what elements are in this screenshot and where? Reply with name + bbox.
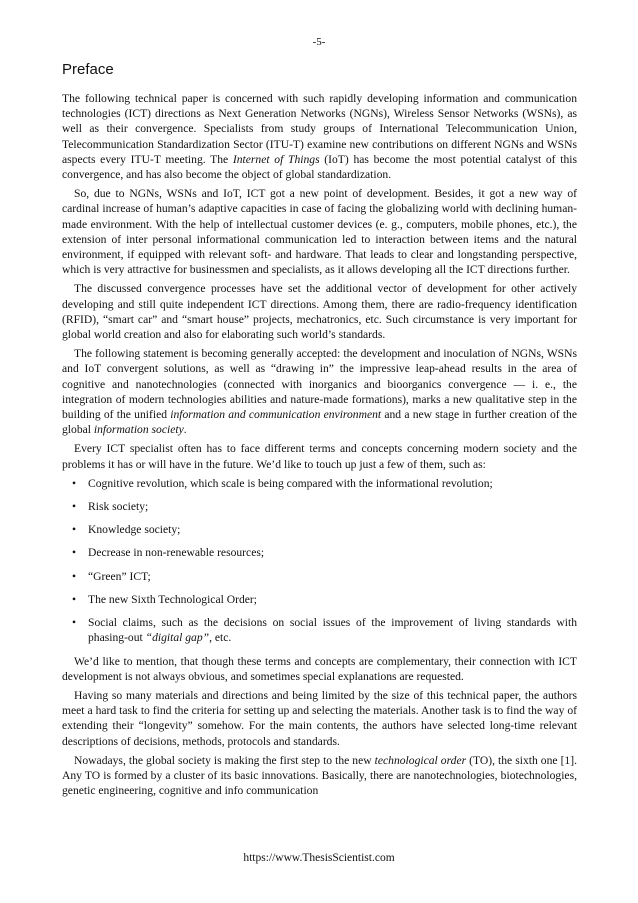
list-item: • Cognitive revolution, which scale is being compared with the informational revolution; xyxy=(72,476,493,490)
list-item: • Decrease in non-renewable resources; xyxy=(72,546,265,560)
list-item: • Social claims, such as the decisions on social issues of the improvement of living standards with phasing-out “digital gap”, etc. xyxy=(72,616,577,645)
list-item: • Knowledge society; xyxy=(72,523,181,537)
emphasis: technological order xyxy=(374,753,467,767)
paragraph-4: The following statement is becoming generally accepted: the development and inoculation of NGNs, WSNs and IoT convergent solutions, as well as “drawing in” the impressive leap-ahead results in the area of cognitive and nanotechnologies (connected with inorganics and bioorganics convergence — i. e., the integration of modern technologies abilities and nature-made formations), marks a new qualitative step in the building of the unified information and communication environment and a new stage in further creation of the global information society. xyxy=(62,347,578,437)
bullet-icon: • xyxy=(72,476,77,490)
list-item: • “Green” ICT; xyxy=(72,569,151,583)
paragraph-1: The following technical paper is concerned with such rapidly developing information and communication technologies (ICT) directions as Next Generation Networks (NGNs), Wireless Sensor Networks (WSNs), as well as their convergence. Specialists from study groups of International Telecommunication Union, Telecommunication Standardization Sector (ITU-T) examine new contributions on different NGNs and WSNs aspects every ITU-T meeting. The Internet of Things (IoT) has become the most potential catalyst of this convergence, and has also become the object of global standardization. xyxy=(62,92,577,182)
section-heading: Preface xyxy=(62,61,114,78)
bullet-icon: • xyxy=(72,592,77,606)
list-item: • Risk society; xyxy=(72,500,149,514)
page-number: -5- xyxy=(312,36,326,48)
paragraph-6: We’d like to mention, that though these terms and concepts are complementary, their connection with ICT development is not always obvious, and sometimes special explanations are requested. xyxy=(62,654,577,683)
bullet-list xyxy=(62,476,577,646)
bullet-icon: • xyxy=(72,546,77,560)
list-item: • The new Sixth Technological Order; xyxy=(72,592,257,606)
emphasis: “digital gap” xyxy=(145,631,210,645)
bullet-icon: • xyxy=(72,500,77,514)
paragraph-5: Every ICT specialist often has to face different terms and concepts concerning modern society and the problems it has or will have in the future. We’d like to touch up just a few of them, such as: xyxy=(62,442,577,471)
bullet-icon: • xyxy=(72,569,77,583)
bullet-icon: • xyxy=(72,616,77,630)
emphasis: information and communication environment xyxy=(170,408,382,422)
paragraph-2: So, due to NGNs, WSNs and IoT, ICT got a new point of development. Besides, it got a new way of cardinal increase of human’s adaptive capacities in case of facing the globalizing world with declining human-made environment. With the help of intellectual customer devices (e. g., computers, mobile phones, etc.), the extension of inter personal informational communication led to interaction between items and the natural environment, if equipped with relevant soft- and hardware. That leads to clear and longstanding perspective, which is very attractive for businessmen and specialists, as it allows developing all the ICT directions further. xyxy=(62,187,577,277)
emphasis: Internet of Things xyxy=(232,152,320,166)
paragraph-7: Having so many materials and directions and being limited by the size of this technical paper, the authors meet a hard task to find the criteria for setting up and selecting the materials. Another task is to find the way of extending their “longevity” somehow. For the main contents, the authors have selected long-time relevant descriptions of decisions, methods, protocols and standards. xyxy=(62,688,577,748)
emphasis: information society xyxy=(93,423,184,437)
bullet-icon: • xyxy=(72,523,77,537)
document-body xyxy=(62,91,577,802)
footer-url: https://www.ThesisScientist.com xyxy=(243,852,395,864)
paragraph-8: Nowadays, the global society is making the first step to the new technological order (TO), the sixth one [1]. Any TO is formed by a cluster of its basic innovations. Basically, there are nanotechnologies, biotechnologies, genetic engineering, cognitive and info communication xyxy=(62,753,577,798)
paragraph-3: The discussed convergence processes have set the additional vector of development for other actively developing and still quite independent ICT directions. Among them, there are radio-frequency identification (RFID), “smart car” and “smart house” projects, mechatronics, etc. Such circumstance is very important for global world creation and also for elaborating such world’s standards. xyxy=(62,282,577,342)
